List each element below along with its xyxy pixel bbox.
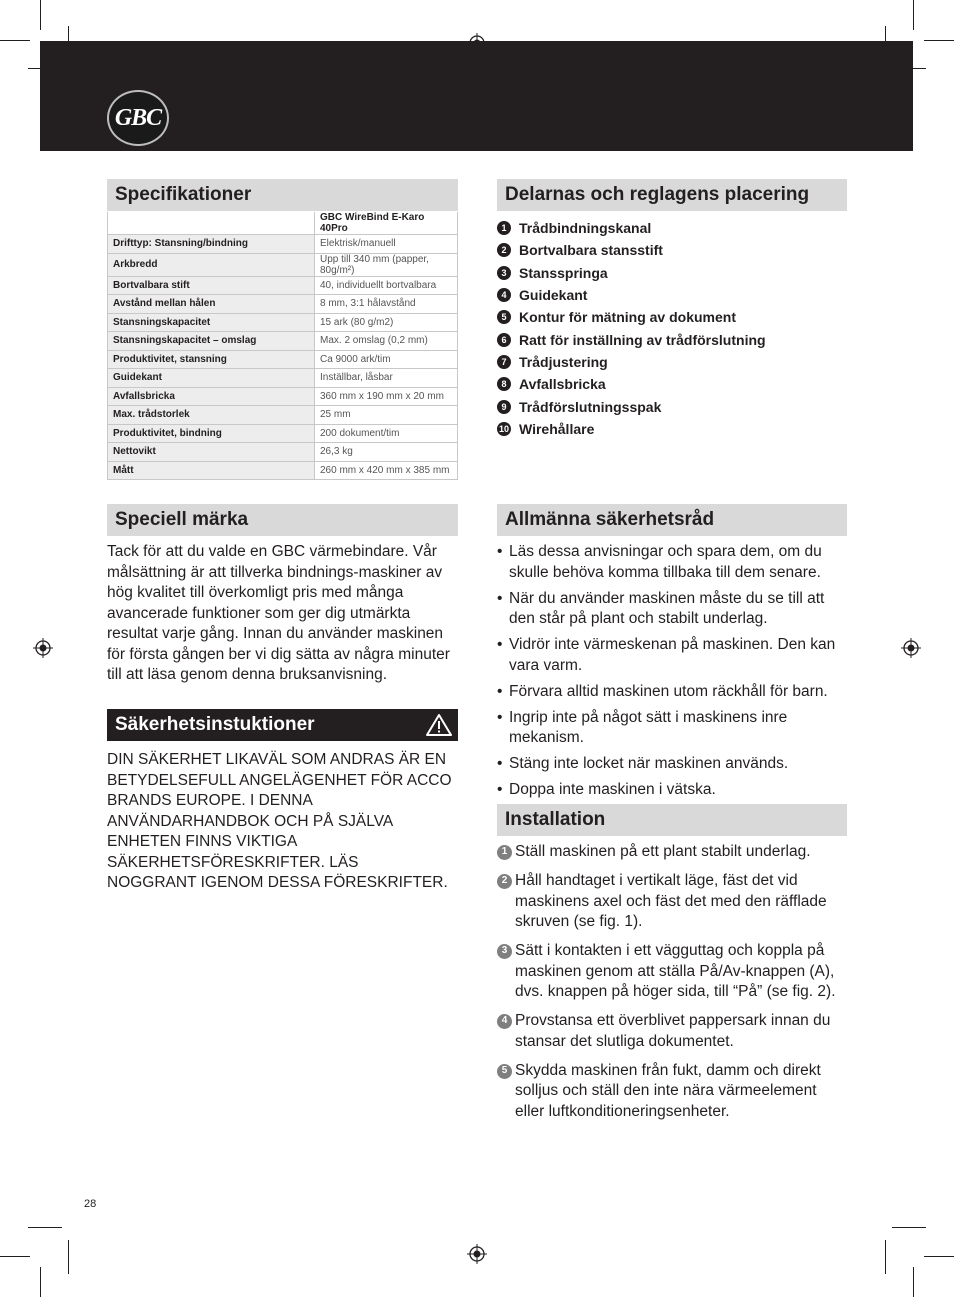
part-label: Trådjustering: [519, 353, 608, 370]
step-text: Provstansa ett överblivet pappersark innan du stansar det slutliga dokumentet.: [515, 1012, 831, 1050]
list-item: • Stäng inte locket när maskinen används.: [497, 754, 847, 775]
crop-mark: [913, 0, 914, 30]
part-number-badge: 5: [497, 310, 511, 324]
special-note-text: Tack för att du valde en GBC värmebindare. Vår målsättning är att tillverka bindnings-maskiner av hög kvalitet till överkomligt pris med många avancerade funktioner som ger dig utmärkta resultat varje gång. Innan du använder maskinen för första gången ber vi dig sätta av några minuter till att läsa genom denna bruksanvisning.: [107, 543, 450, 683]
spec-value: Elektrisk/manuell: [315, 235, 458, 254]
installation-step: [497, 941, 849, 1003]
part-number-badge: 6: [497, 333, 511, 347]
spec-value: 25 mm: [315, 406, 458, 425]
spec-value: 26,3 kg: [315, 443, 458, 462]
step-text: Ställ maskinen på ett plant stabilt underlag.: [515, 843, 811, 860]
table-row: [108, 369, 458, 388]
spec-value: 40, individuellt bortvalbara: [315, 276, 458, 295]
installation-steps: [497, 842, 849, 1131]
crop-mark: [924, 40, 954, 41]
list-item: [497, 395, 857, 417]
part-number-badge: 7: [497, 355, 511, 369]
table-row: [108, 332, 458, 351]
part-label: Guidekant: [519, 287, 588, 304]
part-label: Stansspringa: [519, 264, 608, 281]
spec-label: Drifttyp: Stansning/bindning: [108, 235, 315, 254]
spec-value: Ca 9000 ark/tim: [315, 350, 458, 369]
spec-label: Avfallsbricka: [108, 387, 315, 406]
table-header-row: [108, 212, 458, 235]
spec-label: Max. trådstorlek: [108, 406, 315, 425]
list-item: • Förvara alltid maskinen utom räckhåll för barn.: [497, 682, 847, 703]
spec-value: Inställbar, låsbar: [315, 369, 458, 388]
list-item: • Ingrip inte på något sätt i maskinens inre mekanism.: [497, 708, 847, 749]
step-text: Håll handtaget i vertikalt läge, fäst det vid maskinens axel och fäst det med den räfflade skruven (se fig. 1).: [515, 872, 827, 930]
crop-mark: [924, 1256, 954, 1257]
crop-mark: [28, 1227, 62, 1228]
table-row: [108, 461, 458, 480]
part-label: Wirehållare: [519, 420, 595, 437]
product-name-header: GBC WireBind E-Karo 40Pro: [315, 212, 458, 235]
part-number-badge: 3: [497, 266, 511, 280]
list-item: [497, 351, 857, 373]
part-label: Trådbindningskanal: [519, 220, 652, 237]
safety-text: DIN SÄKERHET LIKAVÄL SOM ANDRAS ÄR EN BETYDELSEFULL ANGELÄGENHET FÖR ACCO BRANDS EUROPE. I DENNA ANVÄNDARHANDBOK OCH PÅ SJÄLVA ENHETEN FINNS VIKTIGA SÄKERHETSFÖRESKRIFTER. LÄS NOGGRANT IGENOM DESSA FÖRESKRIFTER.: [107, 751, 452, 891]
crop-mark: [0, 40, 30, 41]
table-row: [108, 350, 458, 369]
part-number-badge: 2: [497, 243, 511, 257]
list-item: • Vidrör inte värmeskenan på maskinen. Den kan vara varm.: [497, 635, 847, 676]
table-row: [108, 295, 458, 314]
crop-mark: [68, 1240, 69, 1274]
part-number-badge: 9: [497, 400, 511, 414]
crop-mark: [40, 1267, 41, 1297]
crop-mark: [892, 1227, 926, 1228]
parts-heading: Delarnas och reglagens placering: [497, 179, 847, 211]
spec-label: Stansningskapacitet – omslag: [108, 332, 315, 351]
spec-label: Arkbredd: [108, 253, 315, 276]
spec-value: 200 dokument/tim: [315, 424, 458, 443]
crop-mark: [885, 1240, 886, 1274]
part-label: Kontur för mätning av dokument: [519, 309, 736, 326]
part-label: Bortvalbara stansstift: [519, 242, 663, 259]
list-item: [497, 217, 857, 239]
installation-step: [497, 871, 849, 933]
table-row: [108, 276, 458, 295]
warning-icon: [426, 713, 452, 737]
table-header-empty-cell: [108, 212, 315, 235]
part-label: Ratt för inställning av trådförslutning: [519, 331, 766, 348]
list-item: • När du använder maskinen måste du se till att den står på plant och stabilt underlag.: [497, 589, 847, 630]
table-row: [108, 387, 458, 406]
step-number-badge: 2: [497, 874, 512, 889]
list-item: [497, 284, 857, 306]
part-number-badge: 1: [497, 221, 511, 235]
installation-heading: Installation: [497, 804, 847, 836]
step-number-badge: 5: [497, 1064, 512, 1079]
part-number-badge: 8: [497, 377, 511, 391]
step-number-badge: 4: [497, 1014, 512, 1029]
special-note-heading: Speciell märka: [107, 504, 458, 536]
table-row: [108, 313, 458, 332]
spec-value: Max. 2 omslag (0,2 mm): [315, 332, 458, 351]
list-item: [497, 328, 857, 350]
gbc-logo: GBC: [107, 90, 169, 146]
crop-mark: [0, 1256, 30, 1257]
list-item: [497, 373, 857, 395]
specifications-heading: Specifikationer: [107, 179, 458, 211]
spec-label: Guidekant: [108, 369, 315, 388]
spec-label: Stansningskapacitet: [108, 313, 315, 332]
spec-value: 15 ark (80 g/m2): [315, 313, 458, 332]
spec-label: Avstånd mellan hålen: [108, 295, 315, 314]
list-item: [497, 262, 857, 284]
spec-value: 8 mm, 3:1 hålavstånd: [315, 295, 458, 314]
crop-mark: [913, 1267, 914, 1297]
part-number-badge: 4: [497, 288, 511, 302]
list-item: [497, 306, 857, 328]
table-row: [108, 235, 458, 254]
registration-mark-icon: [33, 638, 53, 658]
registration-mark-icon: [901, 638, 921, 658]
list-item: • Läs dessa anvisningar och spara dem, om du skulle behöva komma tillbaka till dem senare.: [497, 542, 847, 583]
list-item: [497, 418, 857, 440]
general-safety-list: [497, 542, 847, 806]
safety-heading-label: Säkerhetsinstuktioner: [115, 714, 315, 735]
spec-label: Produktivitet, stansning: [108, 350, 315, 369]
list-item: [497, 239, 857, 261]
part-label: Trådförslutningsspak: [519, 398, 662, 415]
page-number: 28: [84, 1198, 97, 1210]
registration-mark-icon: [467, 1244, 487, 1264]
step-text: Sätt i kontakten i ett vägguttag och koppla på maskinen genom att ställa På/Av-knappen (A), dvs. knappen på höger sida, till “På” (se fig. 2).: [515, 942, 836, 1000]
step-number-badge: 1: [497, 845, 512, 860]
installation-step: [497, 842, 849, 863]
general-safety-heading: Allmänna säkerhetsråd: [497, 504, 847, 536]
step-text: Skydda maskinen från fukt, damm och direkt solljus och ställ den inte nära värmeelement eller luftkonditioneringsenheter.: [515, 1061, 821, 1120]
table-row: [108, 253, 458, 276]
spec-value: 360 mm x 190 mm x 20 mm: [315, 387, 458, 406]
list-item: • Doppa inte maskinen i vätska.: [497, 780, 847, 801]
part-number-badge: 10: [498, 423, 509, 434]
header-band: [40, 41, 913, 151]
step-number-badge: 3: [497, 944, 512, 959]
spec-label: Bortvalbara stift: [108, 276, 315, 295]
spec-value: Upp till 340 mm (papper, 80g/m²): [315, 253, 458, 276]
parts-list: [497, 217, 857, 440]
table-row: [108, 443, 458, 462]
spec-label: Produktivitet, bindning: [108, 424, 315, 443]
installation-step: [497, 1011, 849, 1052]
specifications-table: [107, 212, 458, 480]
part-label: Avfallsbricka: [519, 376, 606, 393]
spec-label: Mått: [108, 461, 315, 480]
installation-step: [497, 1061, 849, 1123]
table-row: [108, 424, 458, 443]
spec-label: Nettovikt: [108, 443, 315, 462]
spec-value: 260 mm x 420 mm x 385 mm: [315, 461, 458, 480]
safety-heading: [107, 709, 458, 741]
table-row: [108, 406, 458, 425]
crop-mark: [40, 0, 41, 30]
